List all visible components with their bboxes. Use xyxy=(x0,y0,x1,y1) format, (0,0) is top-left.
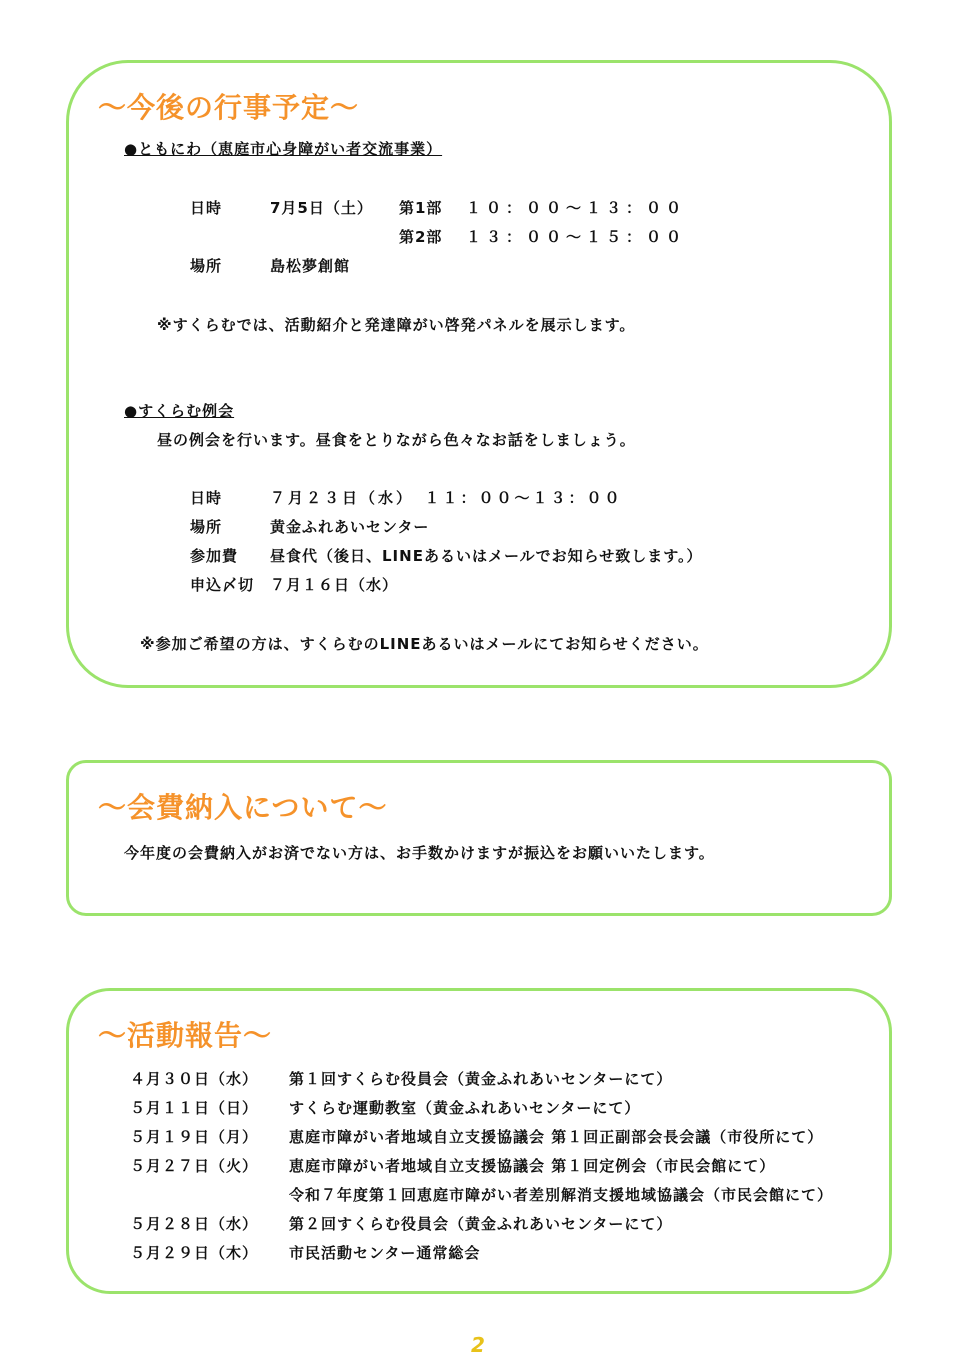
report-heading: ～活動報告～ xyxy=(98,1019,273,1052)
tomoniwa-note: ※すくらむでは、活動紹介と発達障がい啓発パネルを展示します。 xyxy=(157,316,636,334)
fees-panel xyxy=(66,760,892,916)
report-row-date: ５月１９日（月） xyxy=(130,1128,259,1146)
tomoniwa-part1-label: 第1部 xyxy=(399,199,443,217)
report-row-date: ４月３０日（水） xyxy=(130,1070,259,1088)
meeting-title: ●すくらむ例会 xyxy=(124,402,235,420)
report-row-date: ５月２９日（木） xyxy=(130,1244,259,1262)
report-row-text: すくらむ運動教室（黄金ふれあいセンターにて） xyxy=(289,1099,641,1117)
meeting-fee-value: 昼食代（後日、LINEあるいはメールでお知らせ致します。） xyxy=(270,547,703,565)
meeting-fee-label: 参加費 xyxy=(190,547,239,565)
report-row-date: ５月１１日（日） xyxy=(130,1099,259,1117)
meeting-place-value: 黄金ふれあいセンター xyxy=(270,518,430,536)
tomoniwa-date-value: 7月5日（土） xyxy=(270,199,373,217)
tomoniwa-date-label: 日時 xyxy=(190,199,223,217)
events-heading: ～今後の行事予定～ xyxy=(98,91,360,124)
meeting-intro: 昼の例会を行います。昼食をとりながら色々なお話をしましょう。 xyxy=(157,431,636,449)
meeting-date-label: 日時 xyxy=(190,489,223,507)
fees-text: 今年度の会費納入がお済でない方は、お手数かけますが振込をお願いいたします。 xyxy=(124,844,715,862)
report-row-date: ５月２７日（火） xyxy=(130,1157,259,1175)
report-row-text: 第２回すくらむ役員会（黄金ふれあいセンターにて） xyxy=(289,1215,673,1233)
report-row-text: 市民活動センター通常総会 xyxy=(289,1244,481,1262)
report-row-text: 令和７年度第１回恵庭市障がい者差別解消支援地域協議会（市民会館にて） xyxy=(289,1186,834,1204)
tomoniwa-part2-label: 第2部 xyxy=(399,228,443,246)
tomoniwa-place-label: 場所 xyxy=(190,257,223,275)
meeting-place-label: 場所 xyxy=(190,518,223,536)
meeting-note: ※参加ご希望の方は、すくらむのLINEあるいはメールにてお知らせください。 xyxy=(140,635,709,653)
report-row-text: 恵庭市障がい者地域自立支援協議会 第１回定例会（市民会館にて） xyxy=(289,1157,776,1175)
fees-heading: ～会費納入について～ xyxy=(98,791,388,824)
report-row-date: ５月２８日（水） xyxy=(130,1215,259,1233)
tomoniwa-title: ●ともにわ（恵庭市心身障がい者交流事業） xyxy=(124,140,443,158)
meeting-deadline-label: 申込〆切 xyxy=(190,576,255,594)
tomoniwa-place-value: 島松夢創館 xyxy=(270,257,351,275)
meeting-deadline-value: ７月１６日（水） xyxy=(270,576,399,594)
report-row-text: 恵庭市障がい者地域自立支援協議会 第１回正副部会長会議（市役所にて） xyxy=(289,1128,824,1146)
meeting-date-value: ７月２３日（水） １１：００～１３：００ xyxy=(270,489,623,507)
tomoniwa-part1-time: １０：００～１３：００ xyxy=(466,199,687,217)
report-row-text: 第１回すくらむ役員会（黄金ふれあいセンターにて） xyxy=(289,1070,673,1088)
page-number: 2 xyxy=(471,1333,485,1357)
tomoniwa-part2-time: １３：００～１５：００ xyxy=(466,228,687,246)
